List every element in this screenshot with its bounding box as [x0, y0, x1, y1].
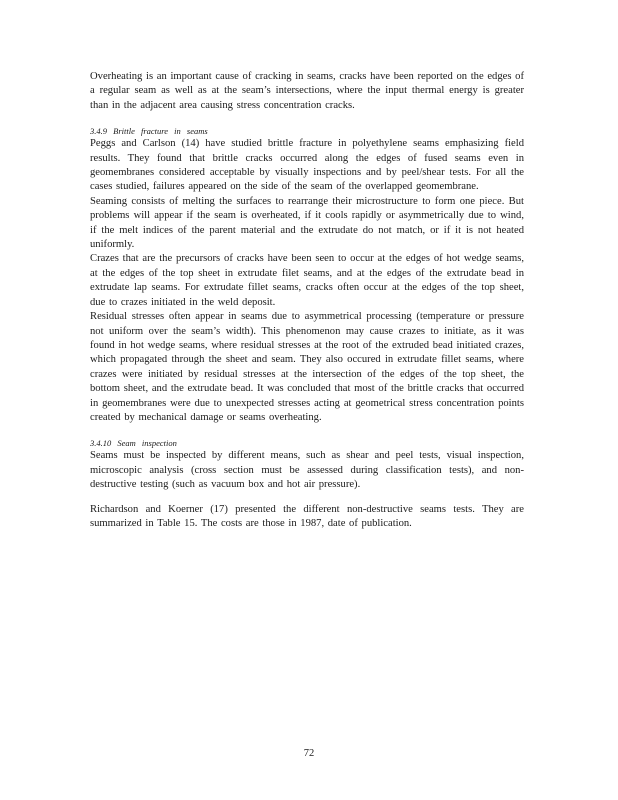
section-brittle-fracture	[90, 126, 524, 425]
page-content	[90, 70, 524, 531]
paragraph: Seams must be inspected by different means, such as shear and peel tests, visual inspection, microscopic analysis (cross section must be assessed during classification tests), and non-destructive testing (such as vacuum box and hot air pressure).	[90, 450, 524, 491]
spacer	[90, 425, 524, 438]
section-heading: 3.4.9 Brittle fracture in seams	[90, 126, 208, 137]
section-seam-inspection	[90, 438, 524, 531]
spacer	[90, 493, 524, 503]
paragraph: Richardson and Koerner (17) presented the different non-destructive seams tests. They are summarized in Table 15. The costs are those in 1987, date of publication.	[90, 503, 524, 529]
intro-paragraph: Overheating is an important cause of cracking in seams, cracks have been reported on the edges of a regular seam as well as at the seam’s intersections, where the input thermal energy is greater than in the adjacent area causing stress concentration cracks.	[90, 71, 524, 111]
paragraph: Peggs and Carlson (14) have studied brittle fracture in polyethylene seams emphasizing field results. They found that brittle cracks occurred along the edges of fused seams even in geomembranes considered acceptable by visually inspections and by peel/shear tests. For all the cases studied, failures appeared on the side of the seam of the overlapped geomembrane.	[90, 138, 524, 193]
paragraph: Crazes that are the precursors of cracks have been seen to occur at the edges of hot wedge seams, at the edges of the top sheet in extrudate filet seams, and at the edges of the extrudate bead in extrudate lap seams. For extrudate fillet seams, cracks often occur at the edges of the top sheet, due to crazes initiated in the weld deposit.	[90, 253, 524, 308]
spacer	[90, 113, 524, 126]
paragraph: Residual stresses often appear in seams due to asymmetrical processing (temperature or pressure not uniform over the seam’s width). This phenomenon may cause crazes to initiate, as it was found in hot wedge seams, where residual stresses at the root of the extruded bead initiated crazes, which propagated through the sheet and seam. They also occured in extrudate fillet seams, where crazes were initiated by residual stresses at the intersection of the edges of the top sheet, the bottom sheet, and the extrudate bead. It was concluded that most of the brittle cracks that occurred in geomembranes were due to unexpected stresses acting at geometrical stress concentration points created by mechanical damage or seams overheating.	[90, 311, 524, 423]
paragraph: Seaming consists of melting the surfaces to rearrange their microstructure to form one piece. But problems will appear if the seam is overheated, if it cools rapidly or asymmetrically due to wind, if the melt indices of the parent material and the extrudate do not match, or if it is not heated uniformly.	[90, 195, 524, 251]
section-heading: 3.4.10 Seam inspection	[90, 438, 177, 449]
page-number: 72	[303, 748, 315, 759]
